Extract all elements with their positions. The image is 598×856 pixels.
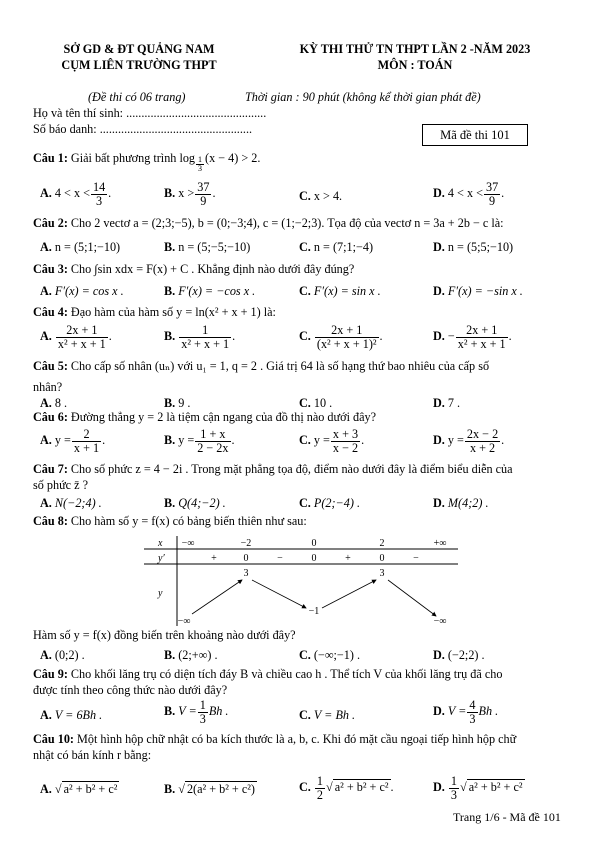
- question-2: Câu 2: Cho 2 vectơ a = (2;3;−5), b = (0;−3;4), c = (1;−2;3). Tọa độ của vectơ n = 3a + 2b − c là:: [33, 216, 504, 230]
- q1-option-d[interactable]: D. 4 < x < $\frac{37}{9}$ .: [433, 180, 505, 208]
- question-7-cont: số phức z̄ ?: [33, 478, 88, 492]
- question-10-cont: nhật có bán kính r bằng:: [33, 748, 152, 762]
- q5-option-a[interactable]: A. 8 .: [40, 396, 68, 410]
- table-sign: −: [277, 553, 283, 564]
- table-y-val: −1: [308, 606, 320, 617]
- q6-option-b[interactable]: B. y = $\frac{1 + x}{2 - 2x}$ .: [164, 427, 235, 455]
- school-cluster: CỤM LIÊN TRƯỜNG THPT: [61, 58, 217, 72]
- q4-option-d[interactable]: D. − $\frac{2x + 1}{\text{x² + x + 1}}$ .: [433, 323, 512, 351]
- q5-option-b[interactable]: B. 9 .: [164, 396, 191, 410]
- q1-option-a[interactable]: A. 4 < x < $\frac{14}{3}$ .: [40, 180, 112, 208]
- table-sign: +: [345, 553, 351, 564]
- arrow-up: [322, 580, 376, 608]
- variation-table: [144, 536, 458, 626]
- table-x-val: −∞: [181, 538, 195, 549]
- q3-option-b[interactable]: B. F′(x) = −cos x .: [164, 284, 256, 298]
- q4-option-a[interactable]: A. $\frac{2x + 1}{\text{x² + x + 1}}$ .: [40, 323, 112, 351]
- q3-option-d[interactable]: D. F′(x) = −sin x .: [433, 284, 523, 298]
- question-10: Câu 10: Một hình hộp chữ nhật có ba kích thước là a, b, c. Khi đó mặt cầu ngoại tiếp hình hộp chữ: [33, 732, 517, 746]
- question-7: Câu 7: Cho số phức z = 4 − 2i . Trong mặt phẳng tọa độ, điểm nào dưới đây là điểm biểu diễn của: [33, 462, 513, 476]
- exam-title: KỲ THI THỬ TN THPT LẦN 2 -NĂM 2023: [299, 42, 531, 56]
- q4-option-b[interactable]: B. $\frac{1}{\text{x² + x + 1}}$ .: [164, 323, 236, 351]
- q6-option-d[interactable]: D. y = $\frac{2x - 2}{x + 2}$ .: [433, 427, 505, 455]
- arrow-up: [192, 580, 242, 614]
- q8-option-d[interactable]: D. (−2;2) .: [433, 648, 485, 662]
- table-yprime-label: y′: [158, 553, 165, 564]
- q10-option-d[interactable]: D. $\frac{1}{3}$ √ a² + b² + c²: [433, 774, 523, 802]
- table-y-label: y: [158, 588, 163, 599]
- table-sign: 0: [243, 553, 249, 564]
- q4-option-c[interactable]: C. $\frac{2x + 1}{\text{(x² + x + 1)²}}$ .: [299, 323, 383, 351]
- table-y-val: −∞: [177, 616, 191, 626]
- q2-option-b[interactable]: B. n = (5;−5;−10): [164, 240, 251, 254]
- q10-option-b[interactable]: B. √ 2(a² + b² + c²): [164, 782, 255, 796]
- q5-option-d[interactable]: D. 7 .: [433, 396, 461, 410]
- table-x-label: x: [158, 538, 163, 549]
- subject: MÔN : TOÁN: [377, 58, 453, 72]
- question-9-cont: được tính theo công thức nào dưới đây?: [33, 683, 228, 697]
- q2-option-a[interactable]: A. n = (5;1;−10): [40, 240, 121, 254]
- q10-option-c[interactable]: C. $\frac{1}{2}$ √ a² + b² + c² .: [299, 774, 394, 802]
- question-8: Câu 8: Cho hàm số y = f(x) có bảng biến thiên như sau:: [33, 514, 307, 528]
- student-name-label: Họ và tên thí sinh: ..............................................: [33, 106, 267, 120]
- q2-option-d[interactable]: D. n = (5;5;−10): [433, 240, 514, 254]
- table-x-val: −2: [240, 538, 252, 549]
- q6-option-c[interactable]: C. y = $\frac{x + 3}{x - 2}$ .: [299, 427, 365, 455]
- q6-option-a[interactable]: A. y = $\frac{2}{x + 1}$ .: [40, 427, 106, 455]
- q9-option-d[interactable]: D. V = $\frac{4}{3}$ Bh .: [433, 698, 499, 726]
- q7-option-d[interactable]: D. M(4;2) .: [433, 496, 489, 510]
- q9-option-c[interactable]: C. V = Bh .: [299, 708, 356, 722]
- table-y-val: −∞: [433, 616, 447, 626]
- question-4: Câu 4: Đạo hàm của hàm số y = ln(x² + x + 1) là:: [33, 305, 276, 319]
- table-sign: 0: [379, 553, 385, 564]
- exam-code-box: Mã đề thi 101: [422, 124, 528, 146]
- time-limit: Thời gian : 90 phút (không kể thời gian phát đề): [245, 90, 481, 104]
- q1-option-c[interactable]: C. x > 4.: [299, 189, 343, 203]
- q3-option-c[interactable]: C. F′(x) = sin x .: [299, 284, 381, 298]
- q2-option-c[interactable]: C. n = (7;1;−4): [299, 240, 374, 254]
- table-y-val: 3: [379, 568, 385, 579]
- page-footer: Trang 1/6 - Mã đề 101: [453, 810, 561, 824]
- table-sign: +: [211, 553, 217, 564]
- arrow-down: [252, 580, 306, 608]
- question-3: Câu 3: Cho ∫sin xdx = F(x) + C . Khẳng định nào dưới đây đúng?: [33, 262, 355, 276]
- student-id-label: Số báo danh: ..................................................: [33, 122, 253, 136]
- q9-option-b[interactable]: B. V = $\frac{1}{3}$ Bh .: [164, 698, 229, 726]
- table-y-val: 3: [243, 568, 249, 579]
- q7-option-a[interactable]: A. N(−2;4) .: [40, 496, 102, 510]
- table-sign: −: [413, 553, 419, 564]
- question-5: Câu 5: Cho cấp số nhân (uₙ) với u₁ = 1, q = 2 . Giá trị 64 là số hạng thứ bao nhiêu của cấp số: [33, 359, 490, 373]
- table-x-val: 0: [311, 538, 317, 549]
- page-count: (Đề thi có 06 trang): [88, 90, 186, 104]
- q10-option-a[interactable]: A. √ a² + b² + c²: [40, 782, 118, 796]
- q7-option-c[interactable]: C. P(2;−4) .: [299, 496, 361, 510]
- q3-option-a[interactable]: A. F′(x) = cos x .: [40, 284, 124, 298]
- table-x-val: 2: [379, 538, 385, 549]
- q8-option-b[interactable]: B. (2;+∞) .: [164, 648, 218, 662]
- table-sign: 0: [311, 553, 317, 564]
- dept-name: SỞ GD & ĐT QUẢNG NAM: [63, 42, 215, 56]
- q9-option-a[interactable]: A. V = 6Bh .: [40, 708, 103, 722]
- q8-option-a[interactable]: A. (0;2) .: [40, 648, 85, 662]
- q1-option-b[interactable]: B. x > $\frac{37}{9}$ .: [164, 180, 216, 208]
- q5-option-c[interactable]: C. 10 .: [299, 396, 333, 410]
- table-x-val: +∞: [433, 538, 447, 549]
- question-8-prompt: Hàm số y = f(x) đồng biến trên khoảng nào dưới đây?: [33, 628, 296, 642]
- question-9: Câu 9: Cho khối lăng trụ có diện tích đáy B và chiều cao h . Thể tích V của khối lăng trụ đã cho: [33, 667, 503, 681]
- question-6: Câu 6: Đường thẳng y = 2 là tiệm cận ngang của đồ thị nào dưới đây?: [33, 410, 377, 424]
- q7-option-b[interactable]: B. Q(4;−2) .: [164, 496, 226, 510]
- q8-option-c[interactable]: C. (−∞;−1) .: [299, 648, 361, 662]
- arrow-down: [388, 580, 436, 616]
- question-1: Câu 1: Giải bất phương trình log $\frac{1}{3}$ (x − 4) > 2.: [33, 151, 261, 173]
- question-5-cont: nhân?: [33, 380, 63, 394]
